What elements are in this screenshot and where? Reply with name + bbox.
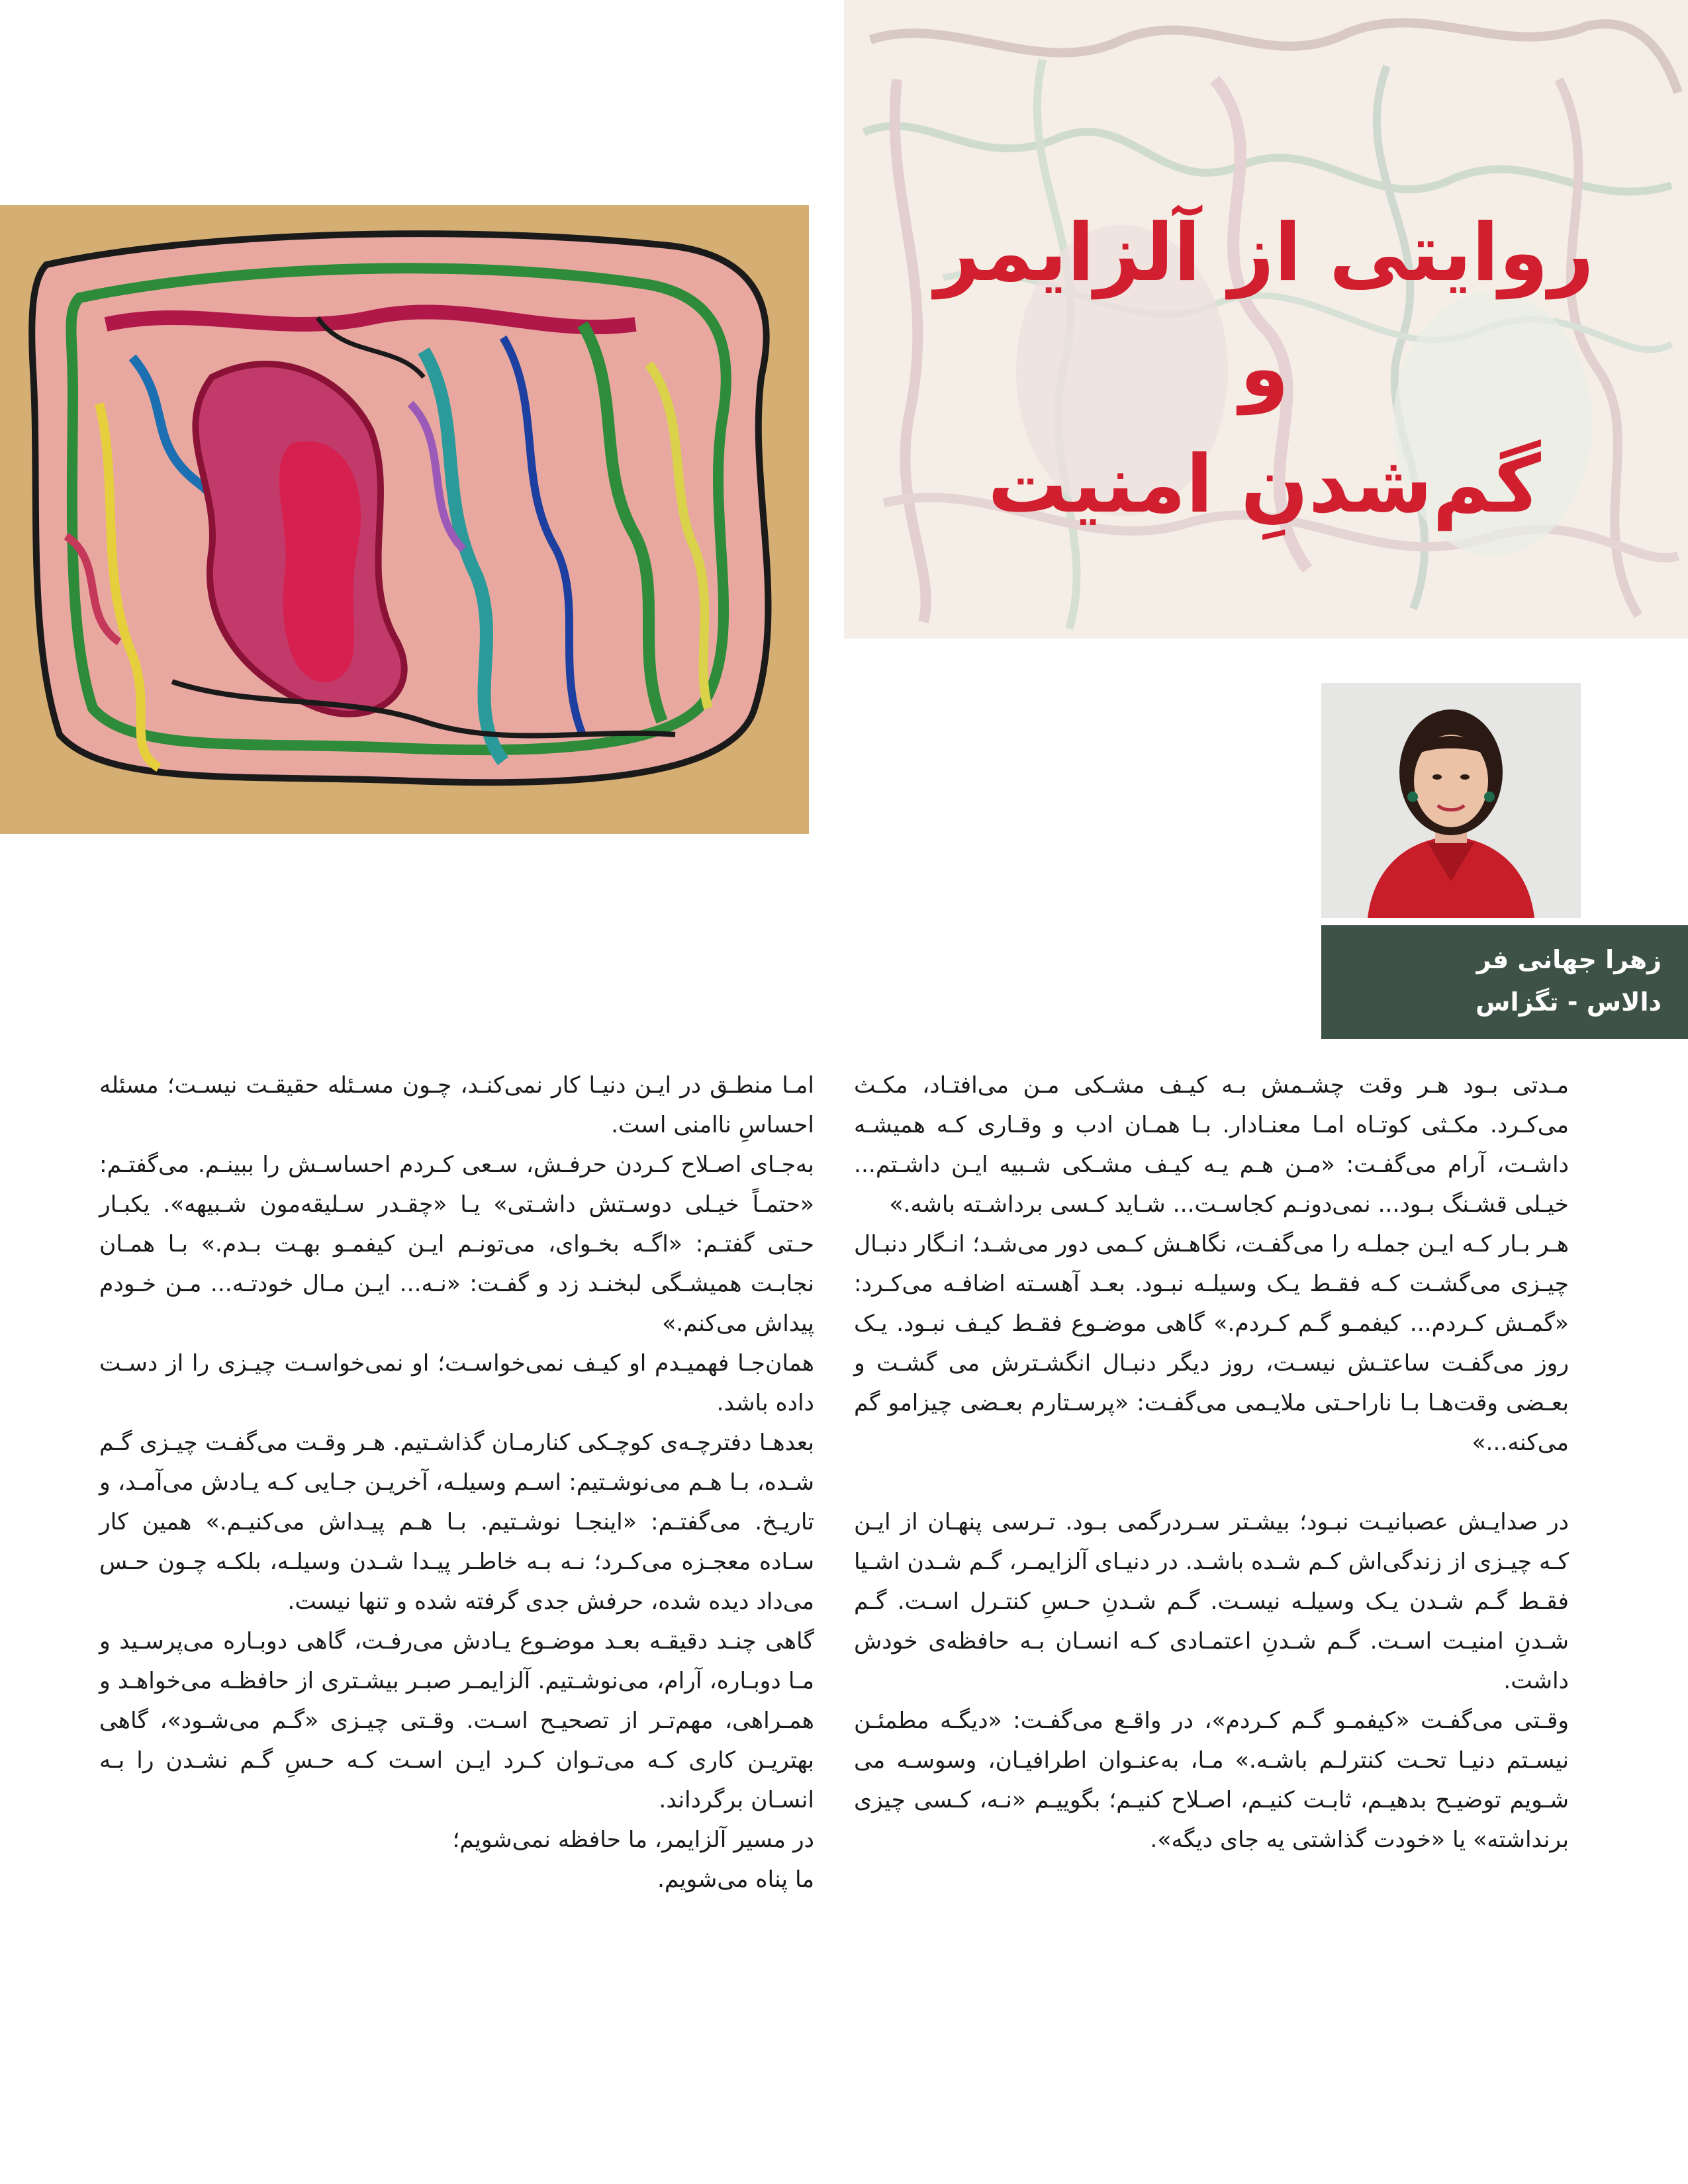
paragraph: همان‌جـا فهمیـدم او کیـف نمی‌خواسـت؛ او نمی‌خواسـت چیـزی را از دسـت داده باشد.: [99, 1350, 814, 1416]
paragraph: در صدایـش عصبانیـت نبـود؛ بیشـتر سـردرگمی بـود. تـرسی پنهـان از ایـن کـه چیـزی از زندگی‌اش کـم شـده باشـد. در دنیـای آلزایمـر، گـم شـدن اشـیا فقـط گـم شـدن یـک وسیلـه نیسـت. گـم شـدنِ حـسِ کنتـرل اسـت. گـم شـدنِ امنیـت اسـت. گـم شـدنِ اعتمـادی کـه انسـان بـه حافظه‌ی خودش داشت.: [854, 1509, 1569, 1694]
crayon-artwork-image: [0, 205, 809, 834]
article-title: [880, 195, 1648, 543]
author-info-box: [1321, 925, 1688, 1039]
author-location: دالاس - تگزاس: [1476, 987, 1662, 1017]
closing-line: ما پناه می‌شویم.: [657, 1866, 814, 1893]
paragraph: وقـتی می‌گفـت «کیفمـو گـم کـردم»، در واقـع می‌گفـت: «دیگـه مطمئـن نیسـتم دنیـا تحـت کنترلـم باشـه.» مـا، به‌عنـوان اطرافیـان، وسوسـه می شـویم توضیـح بدهیـم، ثابـت کنیـم، اصـلاح کنیـم؛ بگوییـم «نـه، کـسی چیزی برنداشته» یا «خودت گذاشتی یه جای دیگه».: [854, 1707, 1569, 1853]
author-name: زهرا جهانی فر: [1476, 945, 1662, 974]
title-line-2: و: [1239, 323, 1289, 415]
title-line-1: روایتی از آلزایمر: [934, 207, 1595, 299]
title-line-3: گم‌شدنِ امنیت: [988, 439, 1541, 531]
article-column-left: [99, 1066, 814, 1899]
paragraph: امـا منطـق در ایـن دنیـا کار نمی‌کنـد، چـون مسـئله حقیقـت نیسـت؛ مسئله احساسِ ناامنی است.: [99, 1072, 814, 1138]
paragraph: گاهی چنـد دقیقـه بعـد موضـوع یـادش می‌رفـت، گاهی دوبـاره می‌پرسـید و مـا دوبـاره، آرام، می‌نوشـتیم. آلزایمـر صبـر بیشـتری از حافظـه می‌خواهـد و همـراهی، مهم‌تـر از تصحیـح اسـت. وقـتی چیـزی «گـم می‌شـود»، گاهی بهتریـن کاری کـه می‌تـوان کـرد ایـن اسـت کـه حـسِ گـم نشـدن را بـه انسـان برگرداند.: [99, 1628, 814, 1813]
closing-line: در مسیر آلزایمر، ما حافظه نمی‌شویم؛: [452, 1827, 814, 1853]
paragraph: بعدهـا دفترچـه‌ی کوچـکی کنارمـان گذاشـتیم. هـر وقـت می‌گفـت چیـزی گـم شـده، بـا هـم می‌نوشـتیم: اسـم وسیلـه، آخریـن جـایی کـه یـادش می‌آمـد، و تاریـخ. می‌گفتـم: «اینجـا نوشـتیم. بـا هـم پیـداش می‌کنیـم.» همین کار سـاده معجـزه می‌کـرد؛ نـه بـه خاطـر پیـدا شـدن وسیلـه، بلکـه چـون حـس می‌داد دیده شده، حرفش جدی گرفته شده و تنها نیست.: [99, 1430, 814, 1615]
author-portrait: [1321, 683, 1581, 918]
article-column-right: [854, 1066, 1569, 1860]
paragraph: به‌جـای اصـلاح کـردن حرفـش، سـعی کـردم احساسـش را ببینـم. می‌گفتـم: «حتمـاً خیـلی دوسـتش داشـتی» یـا «چقـدر سـلیقه‌مون شـبیهه». یکبـار حـتی گفتـم: «اگـه بخـوای، می‌تونـم ایـن کیفمـو بهـت بـدم.» بـا همـان نجابـت همیشـگی لبخنـد زد و گفـت: «نـه... ایـن مـال خودتـه... مـن خـودم پیداش می‌کنم.»: [99, 1152, 814, 1337]
paragraph: هـر بـار کـه ایـن جملـه را می‌گفـت، نگاهـش کـمی دور می‌شـد؛ انـگار دنبـال چیـزی می‌گشـت کـه فقـط یـک وسیلـه نبـود. بعـد آهسـته اضافـه می‌کـرد: «گمـش کـردم... کیفمـو گـم کـردم.» گاهی موضـوع فقـط کیـف نبـود. یـک روز می‌گفـت ساعتـش نیسـت، روز دیگر دنبـال انگشـترش می گشـت و بعـضی وقت‌هـا بـا ناراحـتی ملایـمی می‌گفـت: «پرسـتارم بعـضی چیزامو گم می‌کنه...»: [854, 1231, 1569, 1456]
paragraph: مـدتی بـود هـر وقت چشـمش بـه کیـف مشـکی مـن می‌افتـاد، مکـث می‌کـرد. مکـثی کوتـاه امـا معنـادار. بـا همـان ادب و وقـاری کـه همیشـه داشـت، آرام می‌گفـت: «مـن هـم یـه کیـف مشـکی شـبیه ایـن داشـتم... خیـلی قشـنگ بـود... نمی‌دونـم کجاسـت... شـاید کـسی برداشـته باشه.»: [854, 1072, 1569, 1218]
